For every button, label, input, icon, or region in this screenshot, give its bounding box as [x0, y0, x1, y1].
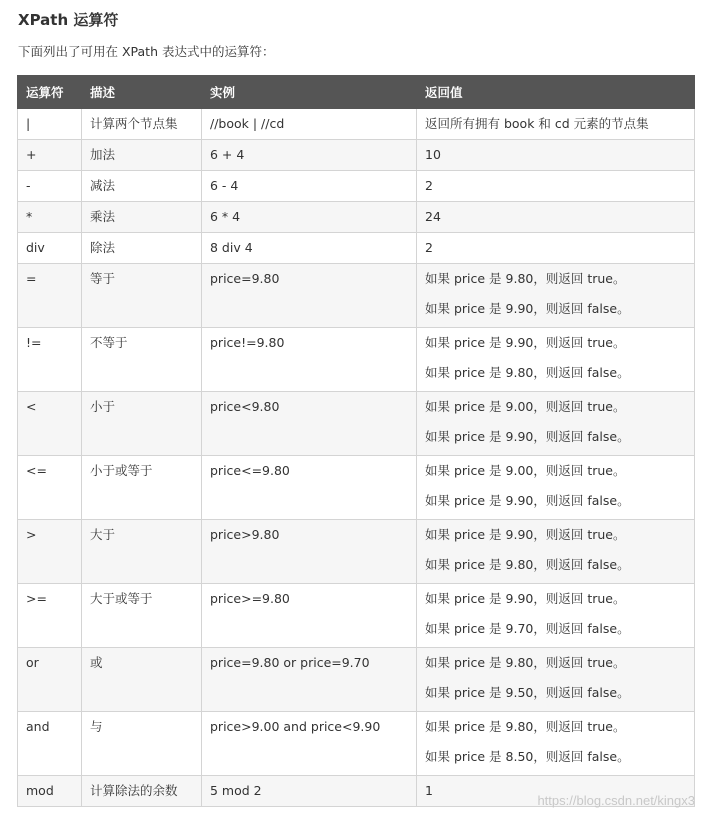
header-result: 返回值 [417, 76, 695, 109]
cell-operator: div [18, 233, 82, 264]
result-line: 如果 price 是 9.90，则返回 false。 [425, 301, 630, 316]
page-title: XPath 运算符 [18, 11, 119, 29]
result-line: 如果 price 是 9.90，则返回 true。 [425, 527, 626, 542]
cell-example: price<=9.80 [202, 456, 417, 520]
result-line: 如果 price 是 8.50，则返回 false。 [425, 749, 630, 764]
table-row [18, 648, 695, 712]
cell-example: 6 * 4 [202, 202, 417, 233]
cell-description: 大于 [82, 520, 202, 584]
cell-description: 计算除法的余数 [82, 776, 202, 807]
table-row [18, 520, 695, 584]
cell-result [417, 264, 695, 328]
intro-text: 下面列出了可用在 XPath 表达式中的运算符： [18, 44, 275, 59]
cell-result [417, 392, 695, 456]
cell-operator: - [18, 171, 82, 202]
cell-example: price=9.80 [202, 264, 417, 328]
result-line: 2 [425, 178, 433, 193]
cell-example: 6 + 4 [202, 140, 417, 171]
cell-operator: and [18, 712, 82, 776]
cell-example: 6 - 4 [202, 171, 417, 202]
result-line: 如果 price 是 9.90，则返回 false。 [425, 429, 630, 444]
cell-example: 8 div 4 [202, 233, 417, 264]
cell-description: 不等于 [82, 328, 202, 392]
cell-example: price>9.80 [202, 520, 417, 584]
cell-result [417, 648, 695, 712]
result-line: 如果 price 是 9.90，则返回 false。 [425, 493, 630, 508]
cell-operator: * [18, 202, 82, 233]
cell-operator: < [18, 392, 82, 456]
result-line: 如果 price 是 9.80，则返回 false。 [425, 365, 630, 380]
result-line: 如果 price 是 9.90，则返回 true。 [425, 335, 626, 350]
cell-result [417, 456, 695, 520]
cell-example: price=9.80 or price=9.70 [202, 648, 417, 712]
cell-example: price<9.80 [202, 392, 417, 456]
table-row [18, 392, 695, 456]
result-line: 如果 price 是 9.90，则返回 true。 [425, 591, 626, 606]
result-line: 返回所有拥有 book 和 cd 元素的节点集 [425, 116, 649, 131]
cell-operator: or [18, 648, 82, 712]
result-line: 如果 price 是 9.80，则返回 false。 [425, 557, 630, 572]
table-row [18, 456, 695, 520]
cell-example: price>=9.80 [202, 584, 417, 648]
table-row [18, 712, 695, 776]
header-example: 实例 [202, 76, 417, 109]
table-row [18, 233, 695, 264]
cell-operator: mod [18, 776, 82, 807]
watermark: https://blog.csdn.net/kingx3 [537, 793, 695, 808]
table-row [18, 109, 695, 140]
cell-example: //book | //cd [202, 109, 417, 140]
cell-description: 减法 [82, 171, 202, 202]
cell-description: 等于 [82, 264, 202, 328]
cell-description: 乘法 [82, 202, 202, 233]
cell-description: 计算两个节点集 [82, 109, 202, 140]
result-line: 1 [425, 783, 433, 798]
cell-result [417, 140, 695, 171]
cell-operator: | [18, 109, 82, 140]
table-row [18, 140, 695, 171]
cell-description: 除法 [82, 233, 202, 264]
cell-example: price!=9.80 [202, 328, 417, 392]
cell-result [417, 328, 695, 392]
result-line: 24 [425, 209, 441, 224]
cell-result [417, 712, 695, 776]
cell-result [417, 520, 695, 584]
cell-operator: != [18, 328, 82, 392]
result-line: 2 [425, 240, 433, 255]
cell-result [417, 171, 695, 202]
cell-operator: + [18, 140, 82, 171]
result-line: 10 [425, 147, 441, 162]
cell-result [417, 109, 695, 140]
result-line: 如果 price 是 9.80，则返回 true。 [425, 719, 626, 734]
table-row [18, 264, 695, 328]
cell-operator: = [18, 264, 82, 328]
table-row [18, 584, 695, 648]
cell-description: 加法 [82, 140, 202, 171]
table-row [18, 328, 695, 392]
table-row [18, 171, 695, 202]
cell-description: 与 [82, 712, 202, 776]
cell-description: 或 [82, 648, 202, 712]
cell-operator: >= [18, 584, 82, 648]
cell-description: 大于或等于 [82, 584, 202, 648]
table-body [18, 109, 695, 807]
result-line: 如果 price 是 9.80，则返回 true。 [425, 655, 626, 670]
cell-result [417, 233, 695, 264]
cell-example: 5 mod 2 [202, 776, 417, 807]
operators-table [17, 75, 695, 807]
result-line: 如果 price 是 9.70，则返回 false。 [425, 621, 630, 636]
cell-result [417, 202, 695, 233]
result-line: 如果 price 是 9.80，则返回 true。 [425, 271, 626, 286]
cell-operator: <= [18, 456, 82, 520]
cell-description: 小于或等于 [82, 456, 202, 520]
result-line: 如果 price 是 9.00，则返回 true。 [425, 399, 626, 414]
cell-result [417, 584, 695, 648]
table-row [18, 202, 695, 233]
cell-operator: > [18, 520, 82, 584]
header-description: 描述 [82, 76, 202, 109]
cell-description: 小于 [82, 392, 202, 456]
table-header-row [18, 76, 695, 109]
header-operator: 运算符 [18, 76, 82, 109]
result-line: 如果 price 是 9.00，则返回 true。 [425, 463, 626, 478]
result-line: 如果 price 是 9.50，则返回 false。 [425, 685, 630, 700]
cell-example: price>9.00 and price<9.90 [202, 712, 417, 776]
